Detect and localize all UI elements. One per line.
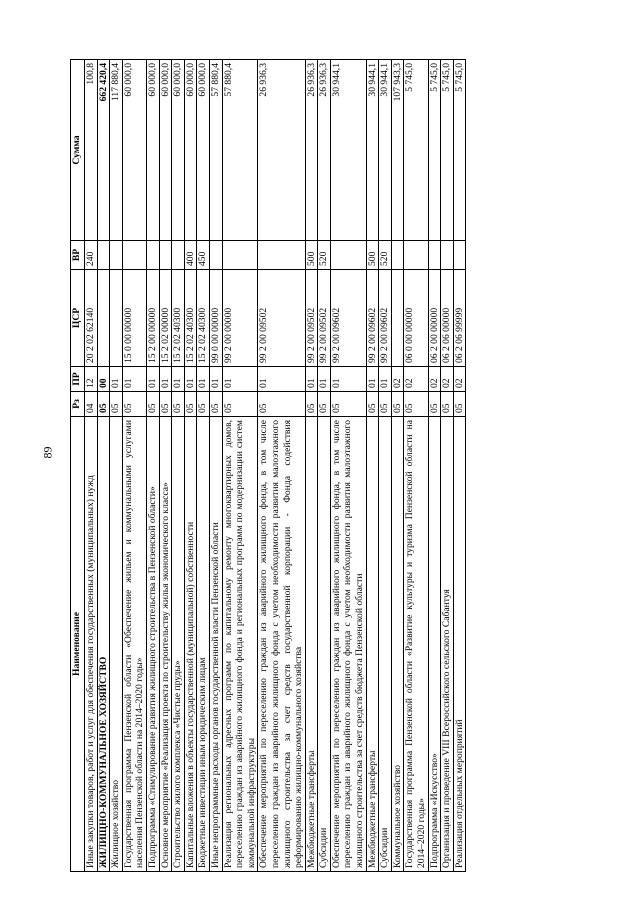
table-row bbox=[404, 60, 428, 872]
table-row bbox=[330, 60, 366, 872]
cell-sum: 60 000,0 bbox=[122, 60, 146, 241]
cell-pr: 01 bbox=[184, 367, 197, 392]
cell-csr: 15 2 02 00000 bbox=[159, 270, 172, 367]
cell-csr: 99 2 00 00000 bbox=[222, 270, 258, 367]
cell-vr: 450 bbox=[197, 241, 210, 270]
cell-vr bbox=[146, 241, 159, 270]
cell-pr: 02 bbox=[428, 367, 441, 392]
cell-rz: 05 bbox=[159, 392, 172, 417]
cell-rz: 05 bbox=[379, 392, 392, 417]
cell-sum: 662 420,4 bbox=[97, 60, 110, 241]
cell-vr bbox=[428, 241, 441, 270]
cell-rz: 05 bbox=[318, 392, 331, 417]
budget-table bbox=[70, 59, 466, 872]
cell-csr: 99 2 00 09602 bbox=[379, 270, 392, 367]
cell-rz: 05 bbox=[258, 392, 305, 417]
cell-sum: 57 880,4 bbox=[209, 60, 222, 241]
cell-vr: 240 bbox=[85, 241, 98, 270]
cell-name: Государственная программа Пензенской области «Развитие культуры и туризма Пензенской области на 2014–2020 годы» bbox=[404, 417, 428, 872]
cell-pr: 02 bbox=[453, 367, 466, 392]
header-csr: ЦСР bbox=[71, 270, 85, 367]
cell-rz: 05 bbox=[453, 392, 466, 417]
cell-vr: 400 bbox=[184, 241, 197, 270]
cell-rz: 05 bbox=[391, 392, 404, 417]
page-number bbox=[36, 0, 60, 905]
cell-sum: 60 000,0 bbox=[197, 60, 210, 241]
table-row bbox=[110, 60, 123, 872]
cell-rz: 05 bbox=[222, 392, 258, 417]
cell-rz: 05 bbox=[441, 392, 454, 417]
table-row bbox=[85, 60, 98, 872]
cell-vr bbox=[159, 241, 172, 270]
cell-name: Иные закупки товаров, работ и услуг для обеспечения государственных (муниципальных) нужд bbox=[85, 417, 98, 872]
cell-csr: 06 0 00 00000 bbox=[404, 270, 428, 367]
cell-vr bbox=[110, 241, 123, 270]
cell-csr: 15 2 02 40300 bbox=[172, 270, 185, 367]
cell-name: Подпрограмма «Стимулирование развития жилищного строительства в Пензенской области» bbox=[146, 417, 159, 872]
cell-rz: 05 bbox=[97, 392, 110, 417]
cell-rz: 05 bbox=[184, 392, 197, 417]
cell-sum: 100,8 bbox=[85, 60, 98, 241]
cell-name: Подпрограмма «Искусство» bbox=[428, 417, 441, 872]
cell-vr: 500 bbox=[305, 241, 318, 270]
cell-rz: 05 bbox=[197, 392, 210, 417]
cell-vr: 520 bbox=[318, 241, 331, 270]
cell-sum: 60 000,0 bbox=[159, 60, 172, 241]
cell-name: Коммунальное хозяйство bbox=[391, 417, 404, 872]
cell-csr: 99 2 00 09602 bbox=[330, 270, 366, 367]
table-row bbox=[184, 60, 197, 872]
table-row bbox=[453, 60, 466, 872]
cell-name: Реализация отдельных мероприятий bbox=[453, 417, 466, 872]
table-row bbox=[209, 60, 222, 872]
table-row bbox=[222, 60, 258, 872]
cell-vr bbox=[441, 241, 454, 270]
cell-name: Субсидии bbox=[379, 417, 392, 872]
cell-pr: 00 bbox=[97, 367, 110, 392]
cell-csr bbox=[391, 270, 404, 367]
cell-sum: 5 745,0 bbox=[428, 60, 441, 241]
cell-pr: 02 bbox=[391, 367, 404, 392]
header-name: Наименование bbox=[71, 417, 85, 872]
cell-name: Жилищное хозяйство bbox=[110, 417, 123, 872]
header-rz: Рз bbox=[71, 392, 85, 417]
cell-csr: 15 2 00 00000 bbox=[146, 270, 159, 367]
cell-csr: 06 2 06 99999 bbox=[453, 270, 466, 367]
cell-sum: 30 944,1 bbox=[379, 60, 392, 241]
rotated-table-container bbox=[70, 60, 584, 872]
header-vr: ВР bbox=[71, 241, 85, 270]
cell-sum: 107 943,3 bbox=[391, 60, 404, 241]
cell-name: ЖИЛИЩНО-КОММУНАЛЬНОЕ ХОЗЯЙСТВО bbox=[97, 417, 110, 872]
cell-name: Строительство жилого комплекса «Чистые пруды» bbox=[172, 417, 185, 872]
cell-name: Реализация региональных адресных программ по капитальному ремонту многоквартирных домов, переселению граждан из аварийного жилищного фонда и региональных программ по модернизации систем коммунальной инфраструктуры bbox=[222, 417, 258, 872]
cell-pr: 02 bbox=[441, 367, 454, 392]
cell-rz: 05 bbox=[330, 392, 366, 417]
table-row bbox=[428, 60, 441, 872]
table-row bbox=[441, 60, 454, 872]
cell-pr: 12 bbox=[85, 367, 98, 392]
cell-rz: 05 bbox=[146, 392, 159, 417]
table-row bbox=[172, 60, 185, 872]
cell-csr: 06 2 00 00000 bbox=[428, 270, 441, 367]
cell-csr: 99 0 00 00000 bbox=[209, 270, 222, 367]
table-row bbox=[391, 60, 404, 872]
table-row bbox=[122, 60, 146, 872]
cell-vr bbox=[258, 241, 305, 270]
cell-sum: 5 745,0 bbox=[453, 60, 466, 241]
cell-pr: 01 bbox=[159, 367, 172, 392]
cell-vr: 520 bbox=[379, 241, 392, 270]
cell-csr: 06 2 06 00000 bbox=[441, 270, 454, 367]
cell-csr: 99 2 00 09502 bbox=[318, 270, 331, 367]
page-number-text: 89 bbox=[40, 446, 55, 459]
cell-sum: 26 936,3 bbox=[258, 60, 305, 241]
cell-rz: 04 bbox=[85, 392, 98, 417]
cell-pr: 02 bbox=[404, 367, 428, 392]
cell-name: Капитальные вложения в объекты государственной (муниципальной) собственности bbox=[184, 417, 197, 872]
table-row bbox=[197, 60, 210, 872]
header-pr: ПР bbox=[71, 367, 85, 392]
cell-pr: 01 bbox=[209, 367, 222, 392]
cell-name: Межбюджетные трансферты bbox=[366, 417, 379, 872]
table-row bbox=[379, 60, 392, 872]
cell-name: Организация и проведение VIII Всероссийского сельского Сабантуя bbox=[441, 417, 454, 872]
cell-csr bbox=[97, 270, 110, 367]
header-sum: Сумма bbox=[71, 60, 85, 241]
cell-sum: 30 944,1 bbox=[330, 60, 366, 241]
cell-vr bbox=[330, 241, 366, 270]
cell-csr: 99 2 00 09602 bbox=[366, 270, 379, 367]
table-row bbox=[305, 60, 318, 872]
table-row bbox=[318, 60, 331, 872]
cell-name: Государственная программа Пензенской области «Обеспечение жильем и коммунальными услугами населения Пензенской области на 2014–2020 годы» bbox=[122, 417, 146, 872]
table-body bbox=[85, 60, 466, 872]
cell-pr: 01 bbox=[330, 367, 366, 392]
cell-pr: 01 bbox=[146, 367, 159, 392]
cell-sum: 117 880,4 bbox=[110, 60, 123, 241]
cell-rz: 05 bbox=[366, 392, 379, 417]
cell-csr: 20 2 02 62140 bbox=[85, 270, 98, 367]
cell-pr: 01 bbox=[318, 367, 331, 392]
cell-csr: 15 2 02 40300 bbox=[184, 270, 197, 367]
cell-pr: 01 bbox=[366, 367, 379, 392]
cell-pr: 01 bbox=[222, 367, 258, 392]
cell-pr: 01 bbox=[258, 367, 305, 392]
cell-csr: 99 2 00 09502 bbox=[305, 270, 318, 367]
cell-name: Бюджетные инвестиции иным юридическим лицам bbox=[197, 417, 210, 872]
cell-rz: 05 bbox=[209, 392, 222, 417]
cell-csr: 99 2 00 09502 bbox=[258, 270, 305, 367]
cell-sum: 26 936,3 bbox=[305, 60, 318, 241]
cell-rz: 05 bbox=[172, 392, 185, 417]
cell-vr bbox=[391, 241, 404, 270]
cell-vr bbox=[172, 241, 185, 270]
cell-vr bbox=[453, 241, 466, 270]
cell-rz: 05 bbox=[122, 392, 146, 417]
cell-sum: 5 745,0 bbox=[441, 60, 454, 241]
cell-vr bbox=[122, 241, 146, 270]
cell-name: Основное мероприятие «Реализация проекта по строительству жилья экономического класса» bbox=[159, 417, 172, 872]
cell-vr bbox=[97, 241, 110, 270]
cell-pr: 01 bbox=[305, 367, 318, 392]
cell-name: Обеспечение мероприятий по переселению граждан из аварийного жилищного фонда, в том числе переселению граждан из аварийного жилищного фонда с учетом необходимости развития малоэтажного жилищного строительства за счет средств государственной корпорации - Фонда содействия реформированию жилищно-коммунального хозяйства bbox=[258, 417, 305, 872]
cell-vr bbox=[222, 241, 258, 270]
cell-name: Межбюджетные трансферты bbox=[305, 417, 318, 872]
cell-csr: 15 0 00 00000 bbox=[122, 270, 146, 367]
cell-rz: 05 bbox=[305, 392, 318, 417]
cell-pr: 01 bbox=[379, 367, 392, 392]
cell-csr: 15 2 02 40300 bbox=[197, 270, 210, 367]
cell-sum: 60 000,0 bbox=[184, 60, 197, 241]
cell-pr: 01 bbox=[110, 367, 123, 392]
cell-name: Иные непрограммные расходы органов государственной власти Пензенской области bbox=[209, 417, 222, 872]
table-row bbox=[159, 60, 172, 872]
cell-sum: 60 000,0 bbox=[172, 60, 185, 241]
table-row bbox=[366, 60, 379, 872]
table-row bbox=[146, 60, 159, 872]
table-header-row bbox=[71, 60, 85, 872]
cell-rz: 05 bbox=[404, 392, 428, 417]
cell-rz: 05 bbox=[428, 392, 441, 417]
cell-sum: 26 936,3 bbox=[318, 60, 331, 241]
cell-name: Обеспечение мероприятий по переселению граждан из аварийного жилищного фонда, в том числе переселению граждан из аварийного жилищного фонда с учетом необходимости развития малоэтажного жилищного строительства за счет средств бюджета Пензенской области bbox=[330, 417, 366, 872]
cell-name: Субсидии bbox=[318, 417, 331, 872]
cell-sum: 30 944,1 bbox=[366, 60, 379, 241]
cell-sum: 5 745,0 bbox=[404, 60, 428, 241]
cell-vr: 500 bbox=[366, 241, 379, 270]
cell-rz: 05 bbox=[110, 392, 123, 417]
cell-pr: 01 bbox=[197, 367, 210, 392]
cell-pr: 01 bbox=[172, 367, 185, 392]
cell-csr bbox=[110, 270, 123, 367]
cell-vr bbox=[404, 241, 428, 270]
table-row bbox=[258, 60, 305, 872]
cell-sum: 60 000,0 bbox=[146, 60, 159, 241]
cell-pr: 01 bbox=[122, 367, 146, 392]
table-row bbox=[97, 60, 110, 872]
cell-sum: 57 880,4 bbox=[222, 60, 258, 241]
cell-vr bbox=[209, 241, 222, 270]
